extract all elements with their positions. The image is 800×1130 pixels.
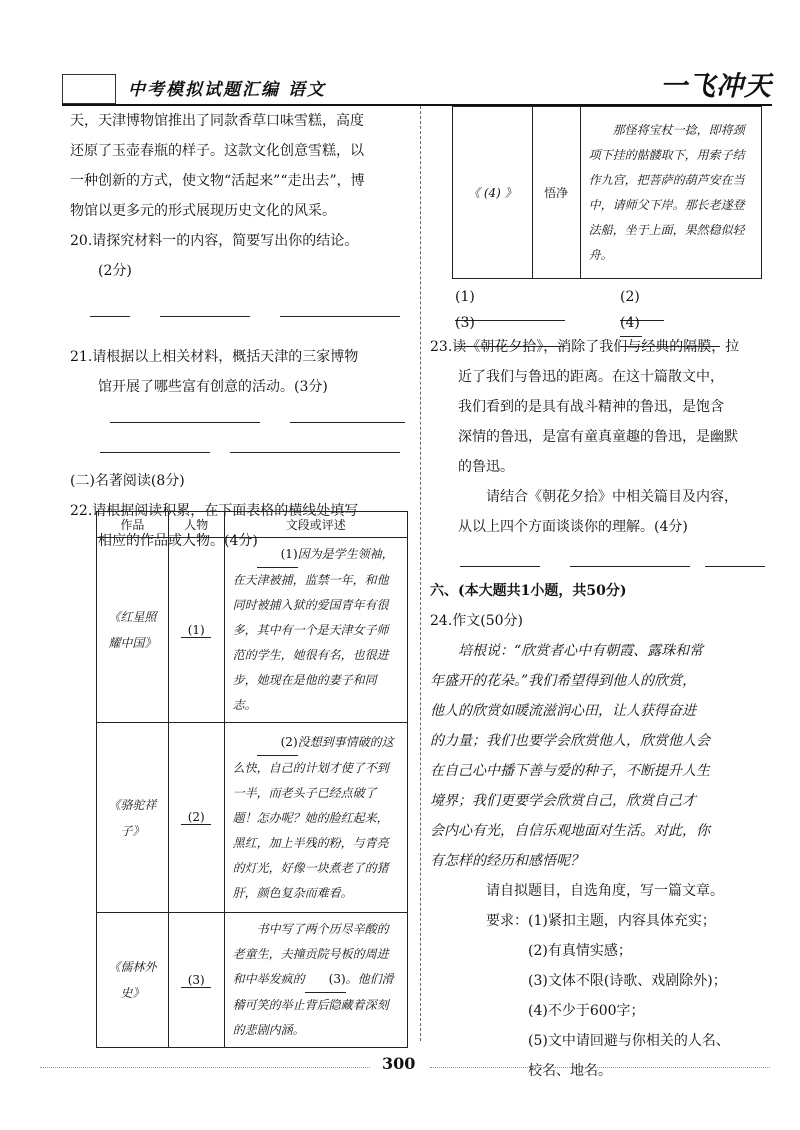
prompt-line: 会内心有光，自信乐观地面对生活。对此，你 [430, 823, 710, 839]
work-cell: 《儒林外史》 [97, 913, 169, 1048]
header-title: 中考模拟试题汇编 语文 [128, 80, 326, 100]
prompt-line: 的力量；我们也要学会欣赏他人，欣赏他人会 [430, 733, 710, 749]
table-row [453, 107, 762, 279]
table-header: 文段或评述 [224, 512, 407, 538]
answer-lines-20 [70, 286, 410, 342]
left-column [70, 106, 410, 556]
answer-line [90, 316, 130, 317]
table-row [97, 913, 408, 1048]
passage-line: 还原了玉壶春瓶的样子。这款文化创意雪糕，以 [70, 143, 364, 159]
work-cell: 《红星照耀中国》 [97, 538, 169, 723]
prompt-line: 在自己心中播下善与爱的种子，不断提升人生 [430, 763, 710, 779]
blank-1-inline[interactable]: (1) [257, 542, 298, 568]
column-divider [420, 106, 421, 1041]
desc-text: 书中写了两个历尽辛酸的老童生，夫撞贡院号板的周进和中举发疯的 [232, 922, 389, 986]
table-row [97, 538, 408, 723]
answer-line [230, 452, 400, 453]
right-column [430, 332, 770, 1086]
section-title-6: 六、(本大题共1小题，共50分) [430, 583, 627, 599]
person-cell [168, 723, 224, 913]
table-row [97, 723, 408, 913]
work-cell: 《骆驼祥子》 [97, 723, 169, 913]
blank-1[interactable]: (1) [181, 623, 211, 638]
desc-cell: 那怪将宝杖一捻，即将颈项下挂的骷髅取下，用索子结作九宫，把菩萨的葫芦安在当中，请师父下岸。那长老遂登法船，坐于上面，果然稳似轻舟。 [580, 107, 761, 279]
answer-label: (4) [620, 315, 640, 331]
requirement: 校名、地名。 [528, 1063, 612, 1079]
section-title-classics: (二)名著阅读(8分) [70, 473, 185, 489]
table-header-row [97, 512, 408, 538]
desc-text: 。他们滑稽可笑的举止背后隐藏着深刻的悲剧内涵。 [232, 972, 394, 1037]
blank-3[interactable]: (3) [181, 973, 211, 988]
answer-line [110, 422, 260, 423]
footer-rule [430, 1067, 770, 1068]
person-cell: 悟净 [532, 107, 580, 279]
passage-line: 物馆以更多元的形式展现历史文化的风采。 [70, 203, 336, 219]
answer-line [100, 452, 210, 453]
answer-lines-21 [70, 402, 410, 466]
answer-lines-23 [430, 542, 770, 576]
person-cell [168, 913, 224, 1048]
brand-title: 一飞冲天 [660, 71, 772, 102]
question-20-score: (2分) [98, 263, 132, 279]
prompt-line: 有怎样的经历和感悟呢？ [430, 853, 584, 869]
answer-line [280, 316, 400, 317]
answer-line [290, 422, 405, 423]
page-number: 300 [382, 1054, 416, 1073]
requirement: (4)不少于600字； [528, 1003, 645, 1019]
table-header: 作品 [97, 512, 169, 538]
question-23-line: 我们看到的是具有战斗精神的鲁迅，是饱含 [458, 399, 724, 415]
works-table [96, 511, 408, 1048]
question-22-line1: 22.请根据阅读积累，在下面表格的横线处填写 [70, 503, 359, 519]
blank-2-inline[interactable]: (2) [257, 730, 298, 756]
question-23-line: 近了我们与鲁迅的距离。在这十篇散文中， [458, 369, 724, 385]
question-23-requirement: 请结合《朝花夕拾》中相关篇目及内容， [486, 489, 738, 505]
prompt-line: 培根说：“欣赏者心中有朝霞、露珠和常 [458, 643, 704, 659]
answer-line [570, 566, 690, 567]
question-23-line: 23.读《朝花夕拾》，消除了我们与经典的隔膜，拉 [430, 339, 740, 355]
answer-label: (1) [455, 289, 475, 305]
footer-rule [40, 1067, 370, 1068]
instruction: 请自拟题目，自选角度，写一篇文章。 [486, 883, 724, 899]
answer-line [160, 316, 250, 317]
page-header [62, 72, 772, 106]
question-21-line2: 馆开展了哪些富有创意的活动。(3分) [98, 379, 328, 395]
person-cell [168, 538, 224, 723]
desc-cell [224, 913, 407, 1048]
desc-text: 没想到事情破的这么快，自己的计划才使了不到一半，而老头子已经点破了题！怎办呢？她的脸红起来，黑红，加上半残的粉，与青亮的灯光，好像一块煮老了的猪肝，颜色复杂而难看。 [232, 734, 394, 900]
answer-line [460, 566, 540, 567]
passage-line: 一种创新的方式，使文物“活起来”“走出去”，博 [70, 173, 365, 189]
question-24: 24.作文(50分) [430, 613, 524, 629]
answer-line [705, 566, 765, 567]
book-logo [62, 74, 116, 104]
work-cell[interactable]: 《 (4) 》 [453, 107, 533, 279]
desc-text: 因为是学生领袖，在天津被捕，监禁一年，和他同时被捕入狱的爱国青年有很多，其中有一个是天津女子师范的学生，她很有名，也很进步，她现在是他的妻子和同志。 [232, 547, 394, 712]
requirement-intro: 要求：(1)紧扣主题，内容具体充实； [486, 913, 716, 929]
desc-cell [224, 723, 407, 913]
works-table-continued [452, 106, 762, 279]
question-20: 20.请探究材料一的内容，简要写出你的结论。 [70, 233, 359, 249]
desc-cell [224, 538, 407, 723]
answer-label: (2) [620, 289, 640, 305]
blank-2[interactable]: (2) [181, 810, 211, 825]
blank-3-inline[interactable]: (3) [305, 967, 346, 993]
requirement: (3)文体不限(诗歌、戏剧除外)； [528, 973, 727, 989]
question-23-requirement: 从以上四个方面谈谈你的理解。(4分) [458, 519, 688, 535]
answer-label: (3) [455, 315, 475, 331]
requirement: (5)文中请回避与你相关的人名、 [528, 1033, 730, 1049]
page-footer [0, 1050, 800, 1090]
prompt-line: 境界；我们更要学会欣赏自己，欣赏自己才 [430, 793, 696, 809]
prompt-line: 他人的欣赏如暖流滋润心田，让人获得奋进 [430, 703, 696, 719]
requirement: (2)有真情实感； [528, 943, 632, 959]
question-23-line: 的鲁迅。 [458, 459, 514, 475]
question-23-line: 深情的鲁迅，是富有童真童趣的鲁迅，是幽默 [458, 429, 738, 445]
question-22-line2: 相应的作品或人物。(4分) [98, 533, 258, 549]
prompt-line: 年盛开的花朵。”我们希望得到他人的欣赏， [430, 673, 697, 689]
question-21-line1: 21.请根据以上相关材料，概括天津的三家博物 [70, 349, 359, 365]
table-header: 人物 [168, 512, 224, 538]
passage-line: 天，天津博物馆推出了同款香草口味雪糕，高度 [70, 113, 364, 129]
